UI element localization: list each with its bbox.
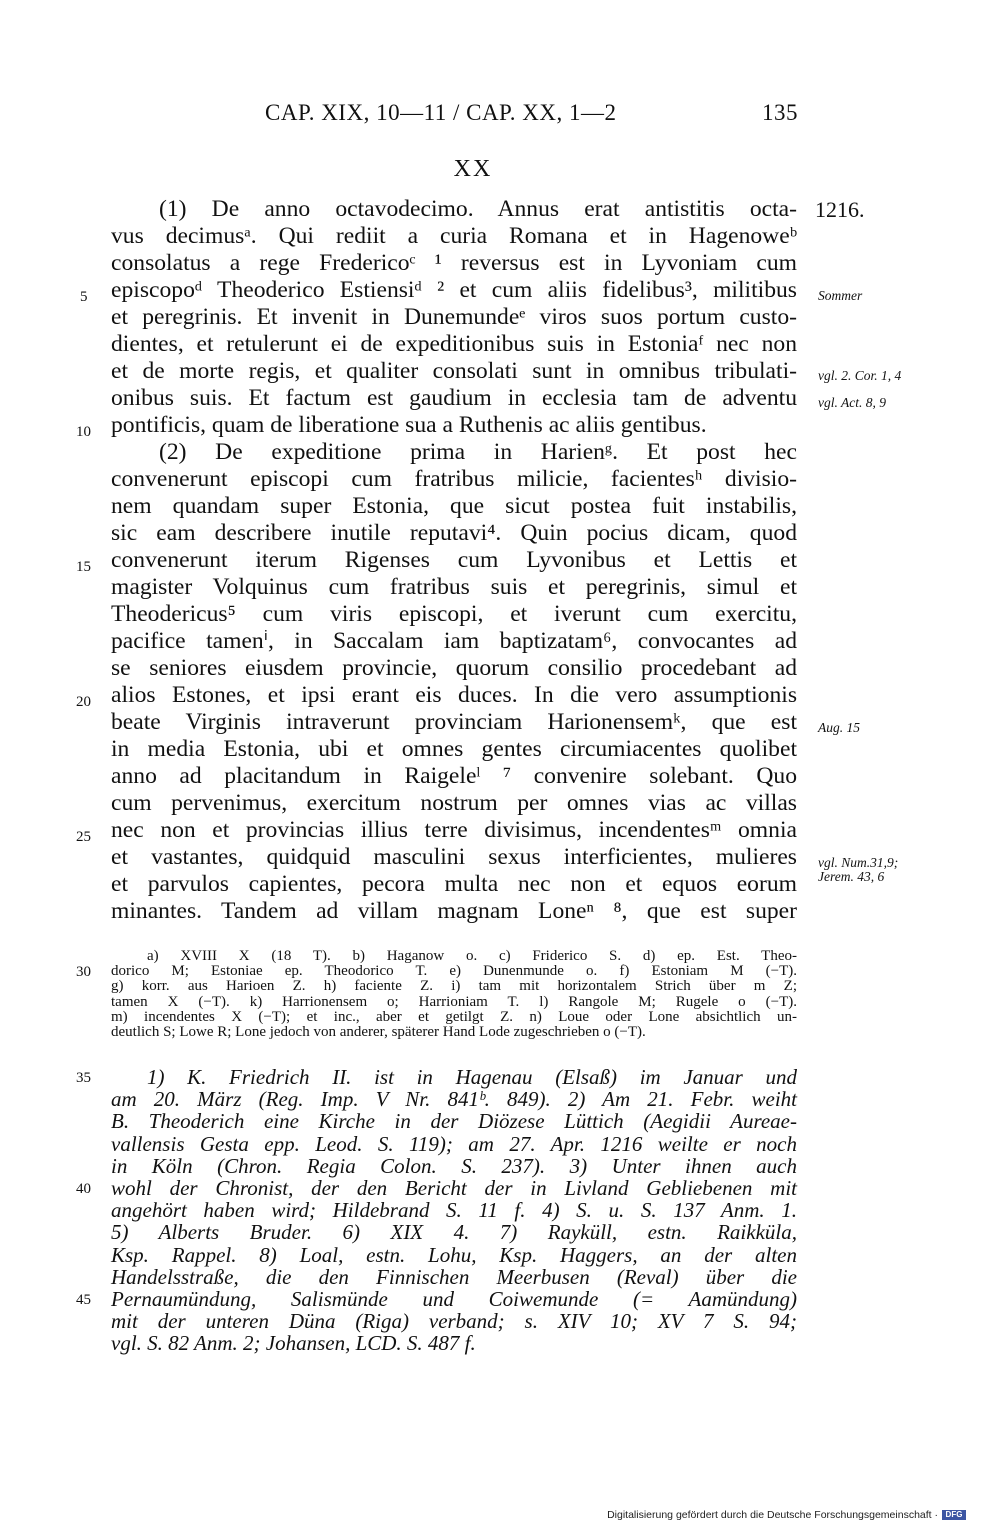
- text-line: pacifice tamenⁱ, in Saccalam iam baptizatam⁶, convocantes ad: [111, 628, 797, 654]
- text-line: in media Estonia, ubi et omnes gentes circumiacentes quolibet: [111, 736, 797, 762]
- text-line: et parvulos capientes, pecora multa nec non et equos eorum: [111, 871, 797, 897]
- margin-note: vgl. Num.31,9;: [818, 855, 899, 870]
- apparatus-line: deutlich S; Lowe R; Lone jedoch von anderer, späterer Hand Lode zugeschrieben o (−T).: [111, 1023, 646, 1040]
- line-number: 30: [76, 964, 91, 980]
- line-number: 10: [76, 424, 91, 440]
- footnote-line: Pernaumündung, Salismünde und Coiwemunde (= Aamündung): [111, 1286, 797, 1311]
- text-line: vus decimusᵃ. Qui rediit a curia Romana et in Hagenoweᵇ: [111, 223, 797, 249]
- footnote-line: B. Theoderich eine Kirche in der Diözese Lüttich (Aegidii Aureae-: [111, 1109, 797, 1134]
- margin-note: Sommer: [818, 288, 863, 303]
- text-line: nec non et provincias illius terre divisimus, incendentesᵐ omnia: [111, 817, 797, 843]
- apparatus-line: tamen X (−T). k) Harrionensem o; Harrioniam T. l) Rangole M; Rugele o (−T).: [111, 993, 797, 1010]
- text-line: cum pervenimus, exercitum nostrum per omnes vias ac villas: [111, 790, 797, 816]
- footnote-line: Handelsstraße, die den Finnischen Meerbusen (Reval) über die: [111, 1264, 797, 1289]
- text-line: (1) De anno octavodecimo. Annus erat antistitis octa-: [159, 196, 797, 222]
- line-number: 25: [76, 829, 91, 845]
- main-text: [111, 196, 797, 925]
- margin-note: vgl. 2. Cor. 1, 4: [818, 368, 902, 383]
- running-title: CAP. XIX, 10—11 / CAP. XX, 1—2: [265, 100, 617, 125]
- text-line: pontificis, quam de liberatione sua a Ruthenis ac aliis gentibus.: [111, 412, 707, 438]
- text-line: magister Volquinus cum fratribus suis et peregrinis, simul et: [111, 574, 797, 600]
- line-number: 35: [76, 1070, 91, 1086]
- apparatus-line: m) incendentes X (−T); et inc., aber et getilgt Z. n) Loue oder Lone absichtlich un-: [111, 1008, 797, 1025]
- text-line: minantes. Tandem ad villam magnam Loneⁿ ⁸, que est super: [111, 898, 797, 924]
- footnote-line: vallensis Gesta epp. Leod. S. 119); am 27. Apr. 1216 weilte er noch: [111, 1131, 797, 1156]
- text-line: et de morte regis, et qualiter consolati sunt in omnibus tribulati-: [111, 358, 797, 384]
- text-line: episcopoᵈ Theoderico Estiensiᵈ ² et cum aliis fidelibus³, militibus: [111, 277, 797, 303]
- text-line: et vastantes, quidquid masculini sexus interficientes, mulieres: [111, 844, 797, 870]
- digitization-footer: [607, 1509, 966, 1521]
- margin-note: Aug. 15: [818, 720, 860, 735]
- footnote-line: angehört haben wird; Hildebrand S. 11 f. 4) S. u. S. 137 Anm. 1.: [111, 1198, 797, 1223]
- line-number: 45: [76, 1292, 91, 1308]
- footnote-line: Ksp. Rappel. 8) Loal, estn. Lohu, Ksp. Haggers, an der alten: [111, 1242, 797, 1267]
- margin-year: 1216.: [815, 197, 865, 222]
- text-line: alios Estones, et ipsi erant eis duces. In die vero assumptionis: [111, 682, 797, 708]
- line-number: 15: [76, 559, 91, 575]
- margin-note: Jerem. 43, 6: [818, 869, 885, 884]
- footnote-line: am 20. März (Reg. Imp. V Nr. 841ᵇ. 849). 2) Am 21. Febr. weiht: [111, 1087, 797, 1112]
- footnote-line: 1) K. Friedrich II. ist in Hagenau (Elsaß) im Januar und: [147, 1065, 797, 1089]
- dfg-logo-icon: DFG: [942, 1510, 966, 1520]
- margin-note: vgl. Act. 8, 9: [818, 395, 886, 410]
- text-line: nem quandam super Estonia, que sicut postea fuit instabilis,: [111, 493, 797, 519]
- apparatus-line: dorico M; Estoniae ep. Theodorico T. e) Dunenmunde o. f) Estoniam M (−T).: [111, 963, 797, 980]
- footnote-line: mit der unteren Düna (Riga) verband; s. XIV 10; XV 7 S. 94;: [111, 1309, 797, 1334]
- text-line: Theodericus⁵ cum viris episcopi, et iverunt cum exercitu,: [111, 601, 797, 627]
- text-line: et peregrinis. Et invenit in Dunemundeᵉ viros suos portum custo-: [111, 304, 797, 330]
- text-line: sic eam describere inutile reputavi⁴. Quin pocius dicam, quod: [111, 520, 797, 546]
- apparatus-line: a) XVIII X (18 T). b) Haganow o. c) Friderico S. d) ep. Est. Theo-: [147, 948, 797, 964]
- page-number: 135: [762, 100, 798, 125]
- text-line: beate Virginis intraverunt provinciam Harionensemᵏ, que est: [111, 709, 797, 735]
- text-line: convenerunt iterum Rigenses cum Lyvonibus et Lettis et: [111, 547, 797, 573]
- apparatus-line: g) korr. aus Harioen Z. h) faciente Z. i) tam mit horizontalem Strich über m Z;: [111, 978, 797, 995]
- text-line: (2) De expeditione prima in Harienᵍ. Et post hec: [159, 439, 797, 465]
- footnotes: [111, 1066, 797, 1354]
- chapter-heading: XX: [453, 156, 493, 182]
- footnote-line: in Köln (Chron. Regia Colon. S. 237). 3) Unter ihnen auch: [111, 1153, 797, 1178]
- footer-text: Digitalisierung gefördert durch die Deutsche Forschungsgemeinschaft ·: [607, 1509, 938, 1521]
- text-line: dientes, et retulerunt ei de expeditionibus suis in Estoniaᶠ nec non: [111, 331, 797, 357]
- footnote-line: wohl der Chronist, der den Bericht der in Livland Gebliebenen mit: [111, 1175, 797, 1200]
- footnote-line: vgl. S. 82 Anm. 2; Johansen, LCD. S. 487 f.: [111, 1331, 476, 1356]
- critical-apparatus: [111, 949, 797, 1040]
- line-number: 5: [80, 289, 88, 305]
- text-line: consolatus a rege Fredericoᶜ ¹ reversus est in Lyvoniam cum: [111, 250, 797, 276]
- text-line: se seniores eiusdem provincie, quorum consilio procedebant ad: [111, 655, 797, 681]
- running-header: [110, 100, 800, 136]
- text-line: convenerunt episcopi cum fratribus milicie, facientesʰ divisio-: [111, 466, 797, 492]
- text-line: anno ad placitandum in Raigeleˡ ⁷ convenire solebant. Quo: [111, 763, 797, 789]
- line-number: 40: [76, 1181, 91, 1197]
- line-number: 20: [76, 694, 91, 710]
- text-line: onibus suis. Et factum est gaudium in ecclesia tam de adventu: [111, 385, 797, 411]
- footnote-line: 5) Alberts Bruder. 6) XIX 4. 7) Rayküll, estn. Raikküla,: [111, 1220, 797, 1245]
